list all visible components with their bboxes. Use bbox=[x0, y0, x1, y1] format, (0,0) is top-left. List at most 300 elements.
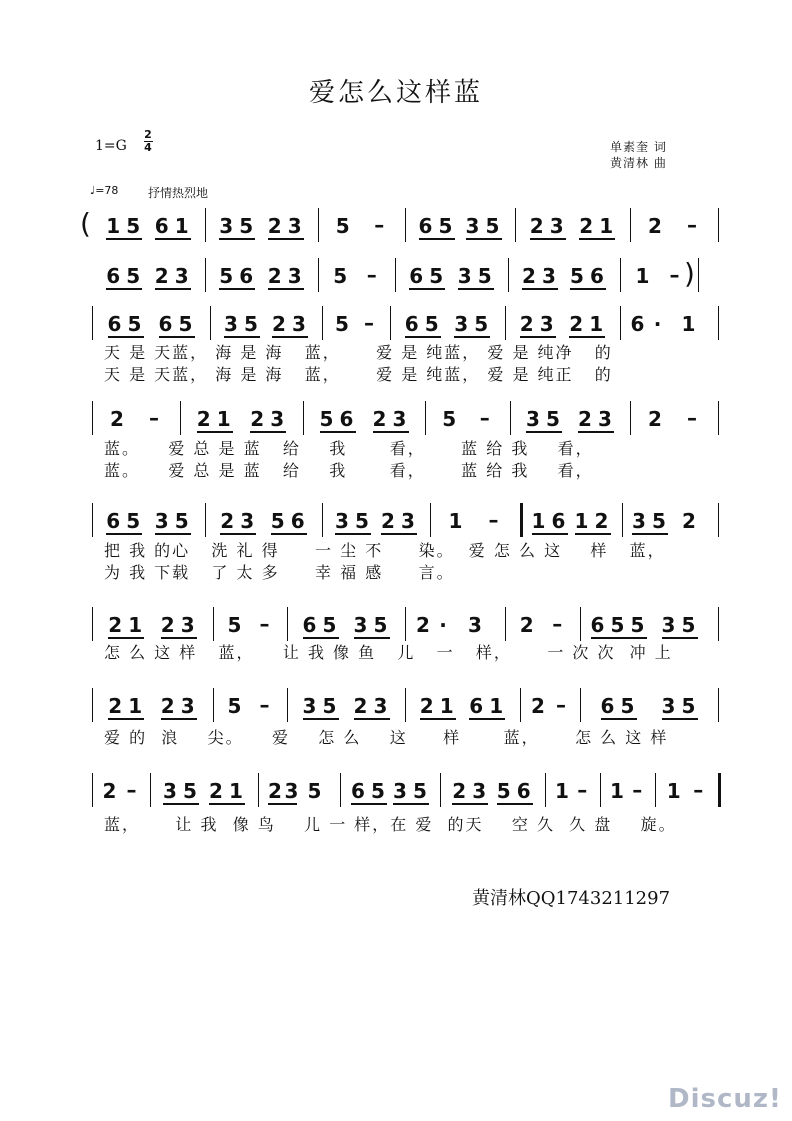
eighth-underline bbox=[373, 431, 409, 433]
extension-dash: – bbox=[149, 406, 159, 430]
note-digit: 2 bbox=[529, 214, 544, 238]
eighth-underline bbox=[303, 718, 339, 720]
note-digit: 5 bbox=[630, 613, 645, 637]
note-digit: 6 bbox=[404, 312, 419, 336]
barline bbox=[515, 208, 516, 242]
note-digit: 1 bbox=[448, 509, 463, 533]
note-digit: 3 bbox=[661, 613, 676, 637]
note-digit: 1 bbox=[589, 312, 604, 336]
note-digit: 6 bbox=[351, 779, 365, 803]
eighth-underline bbox=[219, 238, 255, 240]
note-digit: 3 bbox=[287, 264, 302, 288]
barline bbox=[622, 503, 623, 537]
note-digit: 3 bbox=[224, 312, 238, 336]
note-digit: 3 bbox=[335, 509, 349, 533]
note-digit: 1 bbox=[531, 509, 546, 533]
eighth-underline bbox=[272, 336, 308, 338]
note-digit: 2 bbox=[531, 694, 545, 718]
lyric-line-1: 怎 么 这 样 蓝， 让 我 像 鱼 儿 一 样， 一 次 次 冲 上 bbox=[104, 643, 673, 662]
barline bbox=[213, 688, 214, 722]
barline bbox=[698, 258, 699, 292]
barline bbox=[180, 401, 181, 435]
note-digit: 1 bbox=[128, 613, 143, 637]
note-digit: · bbox=[439, 613, 447, 637]
note-digit: 5 bbox=[570, 264, 584, 288]
eighth-underline bbox=[108, 336, 144, 338]
lyric-line-1: 把 我 的心 洗 礼 得 一 尘 不 染。 爱 怎 么 这 样 蓝， bbox=[104, 541, 666, 560]
barline bbox=[340, 773, 341, 807]
note-digit: · bbox=[653, 312, 662, 336]
extension-dash: – bbox=[364, 311, 374, 335]
note-digit: 3 bbox=[454, 312, 469, 336]
eighth-underline bbox=[522, 288, 558, 290]
note-digit: 5 bbox=[652, 509, 666, 533]
barline bbox=[718, 607, 719, 641]
note-digit: 2 bbox=[353, 694, 368, 718]
barline bbox=[505, 607, 506, 641]
repeat-open-paren: ( bbox=[80, 207, 91, 240]
eighth-underline bbox=[570, 288, 606, 290]
barline bbox=[213, 607, 214, 641]
note-digit: 5 bbox=[319, 407, 334, 431]
barline bbox=[520, 688, 521, 722]
note-digit: 1 bbox=[216, 407, 231, 431]
note-digit: 6 bbox=[590, 613, 605, 637]
eighth-underline bbox=[268, 238, 304, 240]
note-digit: 2 bbox=[108, 613, 123, 637]
note-digit: 1 bbox=[229, 779, 243, 803]
note-digit: 2 bbox=[579, 214, 594, 238]
eighth-underline bbox=[250, 431, 286, 433]
note-digit: 5 bbox=[442, 407, 457, 431]
barline bbox=[620, 258, 621, 292]
eighth-underline bbox=[591, 637, 647, 639]
note-digit: 1 bbox=[635, 264, 650, 288]
note-digit: 6 bbox=[302, 613, 317, 637]
expression-marking: 抒情热烈地 bbox=[148, 186, 209, 200]
barline bbox=[510, 401, 511, 435]
barline bbox=[92, 607, 93, 641]
note-digit: 3 bbox=[598, 407, 612, 431]
note-digit: 5 bbox=[127, 312, 142, 336]
note-digit: 3 bbox=[472, 779, 487, 803]
eighth-underline bbox=[458, 288, 494, 290]
note-digit: 3 bbox=[353, 613, 368, 637]
note-digit: 1 bbox=[610, 779, 624, 803]
eighth-underline bbox=[420, 718, 456, 720]
eighth-underline bbox=[381, 533, 417, 535]
eighth-underline bbox=[197, 431, 233, 433]
eighth-underline bbox=[393, 803, 429, 805]
repeat-close-paren: ) bbox=[684, 257, 695, 290]
note-digit: 3 bbox=[240, 509, 255, 533]
note-digit: 5 bbox=[474, 312, 489, 336]
barline bbox=[150, 773, 151, 807]
extension-dash: – bbox=[479, 406, 490, 430]
barline bbox=[405, 688, 406, 722]
lyric-line-2: 为 我 下载 了 太 多 幸 福 感 言。 bbox=[104, 563, 455, 582]
eighth-underline bbox=[155, 238, 191, 240]
barline bbox=[258, 773, 259, 807]
note-digit: 1 bbox=[128, 694, 143, 718]
note-digit: 6 bbox=[600, 694, 615, 718]
barline bbox=[92, 401, 93, 435]
note-digit: 5 bbox=[610, 613, 625, 637]
time-sig-bottom: 4 bbox=[144, 141, 152, 154]
note-digit: 6 bbox=[551, 509, 566, 533]
note-digit: 3 bbox=[465, 214, 480, 238]
note-digit: 5 bbox=[270, 509, 285, 533]
note-digit: 5 bbox=[333, 264, 348, 288]
eighth-underline bbox=[159, 336, 195, 338]
eighth-underline bbox=[268, 803, 297, 805]
note-digit: 5 bbox=[496, 779, 511, 803]
note-digit: 3 bbox=[180, 613, 195, 637]
extension-dash: – bbox=[632, 778, 643, 802]
note-digit: 6 bbox=[290, 509, 305, 533]
barline bbox=[205, 503, 206, 537]
extension-dash: – bbox=[488, 508, 499, 532]
note-digit: 6 bbox=[106, 509, 121, 533]
extension-dash: – bbox=[259, 693, 270, 717]
barline bbox=[718, 503, 719, 537]
note-digit: 3 bbox=[549, 214, 564, 238]
barline bbox=[318, 208, 319, 242]
score-system bbox=[0, 500, 792, 582]
barline bbox=[405, 607, 406, 641]
arranger-signature: 黄清林QQ1743211297 bbox=[472, 888, 671, 909]
note-digit: 5 bbox=[485, 214, 500, 238]
note-digit: 2 bbox=[648, 407, 662, 431]
note-digit: 5 bbox=[335, 214, 350, 238]
eighth-underline bbox=[452, 803, 488, 805]
score-system bbox=[0, 604, 792, 662]
lyric-line-1: 天 是 天蓝， 海 是 海 蓝， 爱 是 纯蓝， 爱 是 纯净 的 bbox=[104, 343, 613, 362]
note-digit: 3 bbox=[526, 407, 540, 431]
barline bbox=[600, 773, 601, 807]
note-digit: 3 bbox=[219, 214, 234, 238]
note-digit: 2 bbox=[416, 613, 430, 637]
note-digit: 3 bbox=[270, 407, 285, 431]
barline bbox=[630, 208, 631, 242]
eighth-underline bbox=[575, 533, 611, 535]
note-digit: 1 bbox=[439, 694, 454, 718]
extension-dash: – bbox=[366, 263, 377, 287]
eighth-underline bbox=[224, 336, 260, 338]
lyric-line-2: 蓝。 爱 总 是 蓝 给 我 看， 蓝 给 我 看， bbox=[104, 461, 594, 480]
note-digit: 5 bbox=[429, 264, 444, 288]
note-digit: 5 bbox=[371, 779, 385, 803]
score-system bbox=[0, 770, 792, 834]
eighth-underline bbox=[497, 803, 533, 805]
barline bbox=[287, 607, 288, 641]
extension-dash: – bbox=[687, 406, 697, 430]
note-digit: 2 bbox=[209, 779, 223, 803]
note-digit: 2 bbox=[578, 407, 592, 431]
eighth-underline bbox=[161, 637, 197, 639]
eighth-underline bbox=[335, 533, 371, 535]
note-digit: 2 bbox=[110, 407, 124, 431]
eighth-underline bbox=[601, 718, 637, 720]
eighth-underline bbox=[419, 238, 455, 240]
note-digit: 5 bbox=[178, 312, 193, 336]
note-digit: 6 bbox=[409, 264, 424, 288]
eighth-underline bbox=[579, 238, 615, 240]
note-digit: 5 bbox=[620, 694, 635, 718]
eighth-underline bbox=[155, 533, 191, 535]
eighth-underline bbox=[209, 803, 245, 805]
note-digit: 3 bbox=[468, 613, 482, 637]
extension-dash: – bbox=[259, 612, 270, 636]
eighth-underline bbox=[303, 637, 339, 639]
eighth-underline bbox=[271, 533, 307, 535]
extension-dash: – bbox=[687, 213, 697, 237]
note-digit: 2 bbox=[569, 312, 584, 336]
eighth-underline bbox=[469, 718, 505, 720]
note-digit: 3 bbox=[180, 694, 195, 718]
note-digit: 2 bbox=[272, 312, 286, 336]
lyric-line-1: 爱 的 浪 尖。 爱 怎 么 这 样 蓝， 怎 么 这 样 bbox=[104, 728, 669, 747]
note-digit: 6 bbox=[106, 264, 121, 288]
note-digit: 5 bbox=[227, 613, 242, 637]
note-digit: 2 bbox=[519, 613, 534, 637]
note-digit: 6 bbox=[630, 312, 645, 336]
eighth-underline bbox=[161, 718, 197, 720]
eighth-underline bbox=[354, 637, 390, 639]
eighth-underline bbox=[526, 431, 562, 433]
eighth-underline bbox=[454, 336, 490, 338]
note-digit: 5 bbox=[126, 214, 141, 238]
eighth-underline bbox=[106, 238, 142, 240]
note-digit: 5 bbox=[227, 694, 242, 718]
barline bbox=[718, 688, 719, 722]
note-digit: 1 bbox=[666, 779, 681, 803]
note-digit: 6 bbox=[239, 264, 254, 288]
note-digit: 6 bbox=[418, 214, 433, 238]
note-digit: 3 bbox=[401, 509, 415, 533]
note-digit: 5 bbox=[373, 613, 388, 637]
note-digit: 3 bbox=[292, 312, 306, 336]
extension-dash: – bbox=[693, 778, 704, 802]
note-digit: 2 bbox=[250, 407, 265, 431]
eighth-underline bbox=[530, 238, 566, 240]
note-digit: 6 bbox=[469, 694, 484, 718]
note-digit: 5 bbox=[322, 613, 337, 637]
note-digit: 2 bbox=[267, 264, 282, 288]
time-sig-top: 2 bbox=[144, 128, 152, 141]
note-digit: 2 bbox=[220, 509, 235, 533]
extension-dash: – bbox=[552, 612, 563, 636]
barline bbox=[205, 258, 206, 292]
barline bbox=[92, 773, 93, 807]
note-digit: 2 bbox=[682, 509, 696, 533]
barline bbox=[520, 503, 523, 537]
barline bbox=[303, 401, 304, 435]
barline bbox=[508, 258, 509, 292]
note-digit: 3 bbox=[373, 694, 388, 718]
note-digit: 5 bbox=[438, 214, 453, 238]
eighth-underline bbox=[632, 533, 668, 535]
eighth-underline bbox=[163, 803, 199, 805]
note-digit: 1 bbox=[489, 694, 504, 718]
lyricist-credit: 单素奎 词 bbox=[610, 140, 667, 154]
eighth-underline bbox=[106, 288, 142, 290]
barline bbox=[210, 306, 211, 340]
note-digit: 2 bbox=[160, 694, 175, 718]
note-digit: 2 bbox=[381, 509, 395, 533]
note-digit: 2 bbox=[108, 694, 123, 718]
eighth-underline bbox=[155, 288, 191, 290]
note-digit: 2 bbox=[267, 214, 282, 238]
barline bbox=[405, 208, 406, 242]
note-digit: 2 bbox=[419, 694, 434, 718]
barline bbox=[287, 688, 288, 722]
note-digit: 5 bbox=[239, 214, 254, 238]
lyric-line-1: 蓝， 让 我 像 鸟 儿 一 样，在 爱 的天 空 久 久 盘 旋。 bbox=[104, 815, 677, 834]
score-system bbox=[0, 685, 792, 747]
score-system bbox=[0, 205, 792, 245]
note-digit: 5 bbox=[477, 264, 492, 288]
barline bbox=[92, 503, 93, 537]
note-digit: 2 bbox=[372, 407, 387, 431]
note-digit: 3 bbox=[163, 779, 177, 803]
note-digit: 5 bbox=[126, 509, 141, 533]
note-digit: 5 bbox=[681, 613, 696, 637]
note-digit: 3 bbox=[661, 694, 676, 718]
note-digit: 2 bbox=[519, 312, 534, 336]
eighth-underline bbox=[532, 533, 568, 535]
barline bbox=[580, 688, 581, 722]
note-digit: 5 bbox=[681, 694, 696, 718]
note-digit: 2 bbox=[522, 264, 536, 288]
barline bbox=[718, 773, 721, 807]
barline bbox=[620, 306, 621, 340]
note-digit: 1 bbox=[555, 779, 569, 803]
barline bbox=[630, 401, 631, 435]
note-digit: 6 bbox=[107, 312, 122, 336]
barline bbox=[580, 607, 581, 641]
note-digit: 2 bbox=[154, 264, 169, 288]
note-digit: 6 bbox=[158, 312, 173, 336]
score-system bbox=[0, 255, 792, 295]
eighth-underline bbox=[662, 718, 698, 720]
barline bbox=[395, 258, 396, 292]
note-digit: 5 bbox=[219, 264, 234, 288]
eighth-underline bbox=[405, 336, 441, 338]
note-digit: 2 bbox=[268, 779, 282, 803]
barline bbox=[318, 258, 319, 292]
barline bbox=[718, 208, 719, 242]
note-digit: 6 bbox=[590, 264, 604, 288]
note-digit: 5 bbox=[355, 509, 369, 533]
note-digit: 3 bbox=[284, 779, 299, 803]
score-system bbox=[0, 303, 792, 384]
barline bbox=[425, 401, 426, 435]
eighth-underline bbox=[578, 431, 614, 433]
eighth-underline bbox=[662, 637, 698, 639]
extension-dash: – bbox=[556, 693, 566, 717]
eighth-underline bbox=[268, 288, 304, 290]
note-digit: 5 bbox=[424, 312, 439, 336]
note-digit: 5 bbox=[307, 779, 322, 803]
barline bbox=[718, 401, 719, 435]
note-digit: 3 bbox=[632, 509, 646, 533]
eighth-underline bbox=[466, 238, 502, 240]
barline bbox=[655, 773, 656, 807]
eighth-underline bbox=[220, 533, 256, 535]
note-digit: 1 bbox=[174, 214, 189, 238]
note-digit: 5 bbox=[413, 779, 427, 803]
note-digit: 2 bbox=[160, 613, 175, 637]
note-digit: 3 bbox=[302, 694, 317, 718]
note-digit: 3 bbox=[287, 214, 302, 238]
note-digit: 2 bbox=[452, 779, 467, 803]
eighth-underline bbox=[409, 288, 445, 290]
barline bbox=[718, 306, 719, 340]
barline bbox=[390, 306, 391, 340]
eighth-underline bbox=[108, 637, 144, 639]
note-digit: 6 bbox=[154, 214, 169, 238]
eighth-underline bbox=[219, 288, 255, 290]
note-digit: 5 bbox=[546, 407, 560, 431]
barline bbox=[322, 306, 323, 340]
note-digit: 2 bbox=[594, 509, 609, 533]
eighth-underline bbox=[108, 718, 144, 720]
note-digit: 3 bbox=[392, 407, 407, 431]
extension-dash: – bbox=[669, 263, 680, 287]
barline bbox=[205, 208, 206, 242]
note-digit: 1 bbox=[574, 509, 589, 533]
eighth-underline bbox=[520, 336, 556, 338]
composer-credit: 黄清林 曲 bbox=[610, 156, 667, 170]
note-digit: 1 bbox=[681, 312, 696, 336]
note-digit: 6 bbox=[339, 407, 354, 431]
lyric-line-1: 蓝。 爱 总 是 蓝 给 我 看， 蓝 给 我 看， bbox=[104, 439, 594, 458]
barline bbox=[440, 773, 441, 807]
note-digit: 3 bbox=[457, 264, 472, 288]
note-digit: 5 bbox=[183, 779, 197, 803]
note-digit: 2 bbox=[102, 779, 117, 803]
note-digit: 5 bbox=[335, 312, 349, 336]
extension-dash: – bbox=[577, 778, 588, 802]
eighth-underline bbox=[569, 336, 605, 338]
song-title: 爱怎么这样蓝 bbox=[308, 78, 483, 108]
eighth-underline bbox=[351, 803, 387, 805]
barline bbox=[505, 306, 506, 340]
note-digit: 5 bbox=[126, 264, 141, 288]
tempo-marking: ♩=78 bbox=[90, 184, 119, 197]
barline bbox=[430, 503, 431, 537]
extension-dash: – bbox=[126, 778, 137, 802]
note-digit: 6 bbox=[516, 779, 531, 803]
lyric-line-2: 天 是 天蓝， 海 是 海 蓝， 爱 是 纯蓝， 爱 是 纯正 的 bbox=[104, 365, 613, 384]
note-digit: 3 bbox=[154, 509, 169, 533]
note-digit: 3 bbox=[174, 264, 189, 288]
eighth-underline bbox=[320, 431, 356, 433]
extension-dash: – bbox=[374, 213, 385, 237]
note-digit: 3 bbox=[539, 312, 554, 336]
note-digit: 1 bbox=[599, 214, 614, 238]
note-digit: 5 bbox=[174, 509, 189, 533]
note-digit: 5 bbox=[322, 694, 337, 718]
note-digit: 3 bbox=[542, 264, 556, 288]
eighth-underline bbox=[106, 533, 142, 535]
note-digit: 1 bbox=[106, 214, 121, 238]
barline bbox=[92, 306, 93, 340]
barline bbox=[545, 773, 546, 807]
key-signature: 1=G bbox=[95, 138, 127, 154]
note-digit: 5 bbox=[244, 312, 258, 336]
